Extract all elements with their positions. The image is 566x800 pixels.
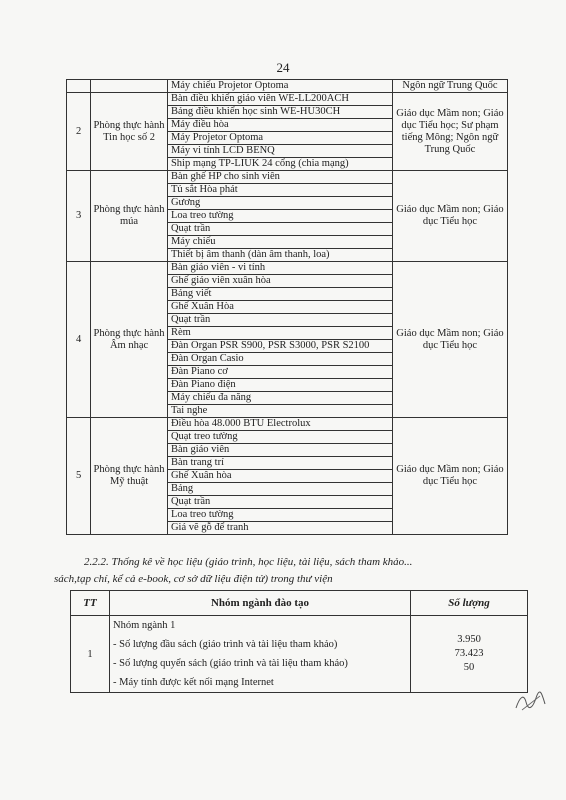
training-subjects: Giáo dục Mầm non; Giáo dục Tiểu học (392, 262, 507, 418)
room-name: Phòng thực hành Tin học số 2 (91, 93, 168, 171)
equipment-item: Đàn Organ Casio (167, 353, 392, 366)
equipment-item: Quạt treo tường (167, 431, 392, 444)
section-caption (54, 554, 514, 588)
room-name: Phòng thực hành Âm nhạc (91, 262, 168, 418)
equipment-item: Máy chiếu đa năng (167, 392, 392, 405)
equipment-item: Tủ sắt Hòa phát (167, 184, 392, 197)
training-subjects: Giáo dục Mầm non; Giáo dục Tiểu học; Sư phạm tiếng Mông; Ngôn ngữ Trung Quốc (392, 93, 507, 171)
equipment-item: Quạt trần (167, 496, 392, 509)
item-line: - Số lượng quyển sách (giáo trình và tài liệu tham khảo) (113, 658, 348, 669)
equipment-item: Thiết bị âm thanh (dàn âm thanh, loa) (167, 249, 392, 262)
equipment-item: Ship mạng TP-LIUK 24 cổng (chia mạng) (167, 158, 392, 171)
qty-value: 73.423 (454, 648, 484, 659)
equipment-item: Máy vi tính LCD BENQ (167, 145, 392, 158)
equipment-item: Loa treo tường (167, 509, 392, 522)
equipment-item: Máy Projetor Optoma (167, 132, 392, 145)
room-tt: 2 (67, 93, 91, 171)
table-row (67, 262, 508, 275)
equipment-item: Quạt trần (167, 314, 392, 327)
equipment-item: Máy điều hòa (167, 119, 392, 132)
header-tt: TT (71, 591, 110, 616)
room-tt: 4 (67, 262, 91, 418)
table-row (71, 616, 528, 693)
equipment-item: Bảng viết (167, 288, 392, 301)
equipment-item: Tai nghe (167, 405, 392, 418)
qty-value: 50 (463, 662, 475, 673)
room-name: Phòng thực hành Mỹ thuật (91, 418, 168, 535)
training-subjects: Ngôn ngữ Trung Quốc (392, 80, 507, 93)
equipment-table (66, 79, 508, 535)
equipment-item: Bảng (167, 483, 392, 496)
equipment-item: Điều hòa 48.000 BTU Electrolux (167, 418, 392, 431)
group-name: Nhóm ngành 1 (113, 620, 176, 631)
equipment-item: Ghế giáo viên xuân hòa (167, 275, 392, 288)
item-line: - Số lượng đầu sách (giáo trình và tài liệu tham khảo) (113, 639, 338, 650)
equipment-item: Bàn giáo viên - vi tính (167, 262, 392, 275)
qty-value: 3.950 (457, 634, 481, 645)
equipment-item: Đàn Organ PSR S900, PSR S3000, PSR S2100 (167, 340, 392, 353)
equipment-item: Rèm (167, 327, 392, 340)
equipment-item: Bàn ghế HP cho sinh viên (167, 171, 392, 184)
signature-mark (512, 690, 548, 714)
equipment-item: Đàn Piano điện (167, 379, 392, 392)
equipment-item: Ghế Xuân Hòa (167, 301, 392, 314)
table-row (67, 93, 508, 106)
training-subjects: Giáo dục Mầm non; Giáo dục Tiểu học (392, 418, 507, 535)
header-qty: Số lượng (411, 591, 528, 616)
item-line: - Máy tính được kết nối mạng Internet (113, 677, 274, 688)
table-row (67, 80, 508, 93)
equipment-item: Đàn Piano cơ (167, 366, 392, 379)
row-items (110, 616, 411, 693)
caption-line-2: sách,tạp chí, kể cả e-book, cơ sở dữ liệu điện tử) trong thư viện (54, 573, 333, 585)
equipment-item: Bảng điều khiển học sinh WE-HU30CH (167, 106, 392, 119)
equipment-item: Bàn trang trí (167, 457, 392, 470)
table-row (67, 171, 508, 184)
equipment-item: Bàn giáo viên (167, 444, 392, 457)
equipment-item: Giá vẽ gỗ để tranh (167, 522, 392, 535)
equipment-item: Quạt trần (167, 223, 392, 236)
room-tt: 3 (67, 171, 91, 262)
table-row (67, 418, 508, 431)
equipment-item: Loa treo tường (167, 210, 392, 223)
room-tt: 5 (67, 418, 91, 535)
library-table (70, 590, 528, 693)
row-qty (411, 616, 528, 693)
header-group: Nhóm ngành đào tạo (110, 591, 411, 616)
equipment-item: Ghế Xuân hòa (167, 470, 392, 483)
training-subjects: Giáo dục Mầm non; Giáo dục Tiểu học (392, 171, 507, 262)
row-tt: 1 (71, 616, 110, 693)
room-tt (67, 80, 91, 93)
equipment-item: Gương (167, 197, 392, 210)
room-name (91, 80, 168, 93)
caption-line-1: 2.2.2. Thống kê về học liệu (giáo trình, học liệu, tài liệu, sách tham khảo... (84, 556, 413, 568)
page-number: 24 (276, 60, 290, 75)
equipment-item: Bàn điều khiển giáo viên WE-LL200ACH (167, 93, 392, 106)
equipment-item: Máy chiếu (167, 236, 392, 249)
room-name: Phòng thực hành múa (91, 171, 168, 262)
equipment-item: Máy chiếu Projetor Optoma (167, 80, 392, 93)
